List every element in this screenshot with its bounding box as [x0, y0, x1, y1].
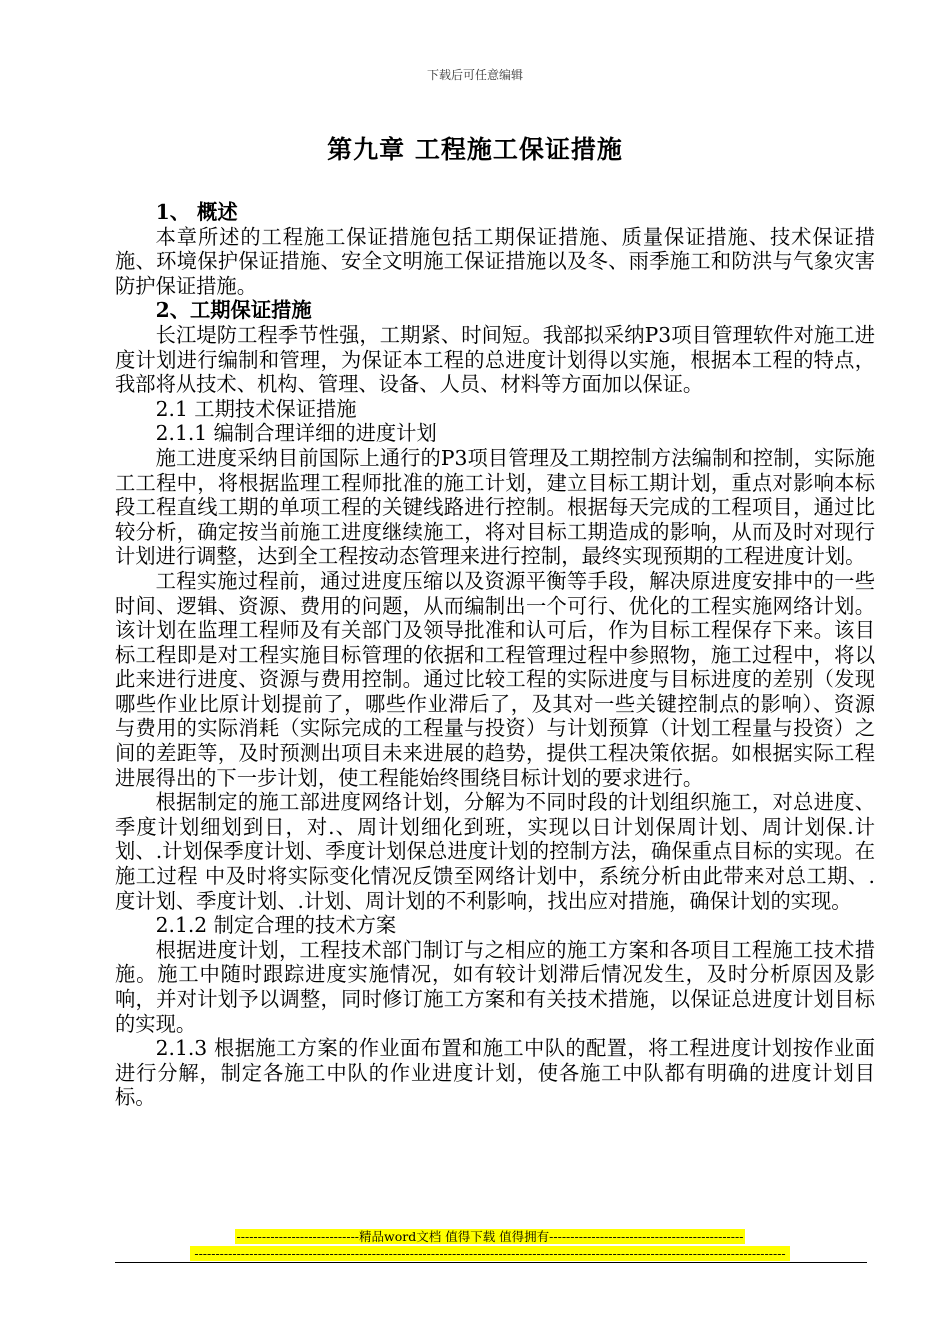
footer-divider [115, 1262, 867, 1263]
paragraph-network-plan: 根据制定的施工部进度网络计划，分解为不同时段的计划组织施工，对总进度、季度计划细划到日，对.、周计划细化到班，实现以日计划保周计划、周计划保.计划、.计划保季度计划、季度计划保总进度计划的控制方法，确保重点目标的实现。在施工过程 中及时将实际变化情况反馈至网络计划中，系统分析由此带来对总工期、.度计划、季度计划、.计划、周计划的不利影响，找出应对措施，确保计划的实现。 [115, 790, 875, 913]
paragraph-schedule-intro: 长江堤防工程季节性强，工期紧、时间短。我部拟采纳P3项目管理软件对施工进度计划进行编制和管理，为保证本工程的总进度计划得以实施，根据本工程的特点，我部将从技术、机构、管理、设备、人员、材料等方面加以保证。 [115, 322, 875, 397]
subsection-heading-2-1-1: 2.1.1 编制合理详细的进度计划 [155, 421, 437, 446]
footer-banner [190, 1229, 790, 1261]
paragraph-work-face: 2.1.3 根据施工方案的作业面布置和施工中队的配置，将工程进度计划按作业面进行分解，制定各施工中队的作业进度计划，使各施工中队都有明确的进度计划目标。 [115, 1036, 875, 1110]
page-header-note: 下载后可任意编辑 [426, 68, 523, 82]
document-body [115, 200, 875, 1110]
footer-banner-dashes: -------------------------------------------------------------------------------------------------------------------------------------------- [190, 1246, 790, 1261]
section-heading-overview: 1、 概述 [155, 200, 238, 224]
page-title: 第九章 工程施工保证措施 [327, 135, 623, 164]
subsection-heading-2-1: 2.1 工期技术保证措施 [155, 396, 357, 421]
section-heading-schedule: 2、工期保证措施 [155, 298, 312, 323]
paragraph-technical-plan: 根据进度计划，工程技术部门制订与之相应的施工方案和各项目工程施工技术措施。施工中随时跟踪进度实施情况，如有较计划滞后情况发生，及时分析原因及影响，并对计划予以调整，同时修订施工方案和有关技术措施，以保证总进度计划目标的实现。 [115, 937, 875, 1036]
footer-banner-text: -----------------------------精品word文档 值得下载 值得拥有---------------------------------------------- [236, 1229, 744, 1244]
subsection-heading-2-1-2: 2.1.2 制定合理的技术方案 [155, 913, 397, 938]
paragraph-progress-plan: 施工进度采纳目前国际上通行的P3项目管理及工期控制方法编制和控制，实际施工工程中，将根据监理工程师批准的施工计划，建立目标工期计划，重点对影响本标段工程直线工期的单项工程的关键线路进行控制。根据每天完成的工程项目，通过比较分析，确定按当前施工进度继续施工，将对目标工期造成的影响，从而及时对现行计划进行调整，达到全工程按动态管理来进行控制，最终实现预期的工程进度计划。 [115, 445, 875, 569]
paragraph-target-project: 工程实施过程前，通过进度压缩以及资源平衡等手段，解决原进度安排中的一些时间、逻辑、资源、费用的问题，从而编制出一个可行、优化的工程实施网络计划。该计划在监理工程师及有关部门及领导批准和认可后，作为目标工程保存下来。该目标工程即是对工程实施目标管理的依据和工程管理过程中参照物，施工过程中，将以此来进行进度、资源与费用控制。通过比较工程的实际进度与目标进度的差别（发现哪些作业比原计划提前了，哪些作业滞后了，及其对一些关键控制点的影响）、资源与费用的实际消耗（实际完成的工程量与投资）与计划预算（计划工程量与投资）之间的差距等，及时预测出项目未来进展的趋势，提供工程决策依据。如根据实际工程进展得出的下一步计划，使工程能始终围绕目标计划的要求进行。 [115, 568, 875, 790]
paragraph-overview: 本章所述的工程施工保证措施包括工期保证措施、质量保证措施、技术保证措施、环境保护保证措施、安全文明施工保证措施以及冬、雨季施工和防洪与气象灾害防护保证措施。 [115, 224, 875, 298]
